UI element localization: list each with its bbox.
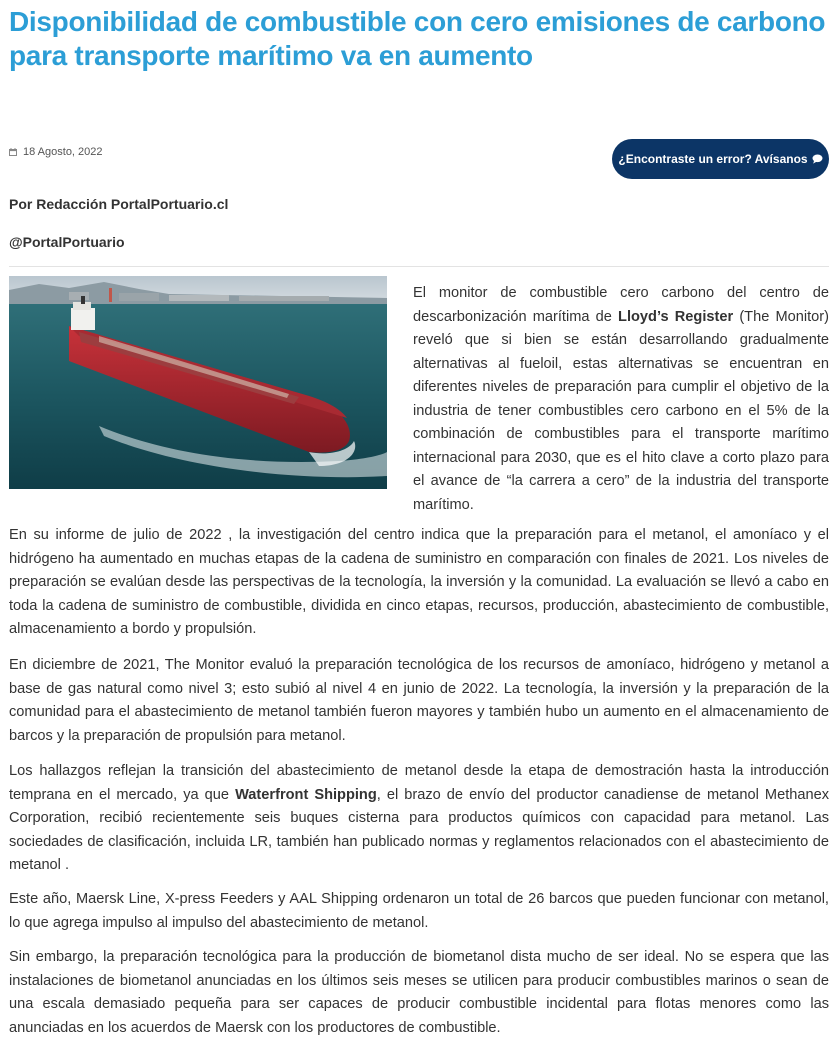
- byline: Por Redacción PortalPortuario.cl: [9, 196, 229, 212]
- twitter-handle[interactable]: @PortalPortuario: [9, 234, 125, 250]
- divider: [9, 266, 829, 267]
- paragraph-4: [9, 760, 829, 878]
- report-error-button[interactable]: [612, 139, 829, 179]
- paragraph-3: En diciembre de 2021, The Monitor evaluó la preparación tecnológica de los recursos de amoníaco, hidrógeno y metanol a base de gas natural como nivel 3; esto subió al nivel 4 en junio de 2022. La tecnología, la inversión y la preparación de la comunidad para el abastecimiento de metanol también fueron mayores y también hubo un aumento en el almacenamiento de barcos y la preparación de propulsión para metanol.: [9, 657, 829, 744]
- paragraph-1-text-a: El monitor de combustible cero carbono del centro de descarbonización marítima de: [413, 285, 829, 325]
- paragraph-5: Este año, Maersk Line, X-press Feeders y AAL Shipping ordenaron un total de 26 barcos que pueden funcionar con metanol, lo que agrega impulso al impulso del abastecimiento de metanol.: [9, 891, 829, 931]
- paragraph-1-text-c: (The Monitor) reveló que si bien se están desarrollando gradualmente alternativas al fueloil, estas alternativas se encuentran en diferentes niveles de preparación para cumplir el objetivo de la industria de tener combustibles cero carbono en el 5% de la combinación de combustibles para el transporte marítimo internacional para 2030, que es el hito clave a corto plazo para el avance de “la carrera a cero” de la industria del transporte marítimo.: [413, 308, 830, 513]
- date-text: 18 Agosto, 2022: [23, 146, 103, 158]
- chat-bubble-icon: [812, 154, 823, 164]
- article-date: [9, 146, 103, 158]
- report-error-label: ¿Encontraste un error? Avísanos: [618, 152, 808, 166]
- lloyds-register-link[interactable]: Lloyd’s Register: [618, 308, 734, 325]
- paragraph-6: Sin embargo, la preparación tecnológica para la producción de biometanol dista mucho de ser ideal. No se espera que las instalaciones de biometanol anunciadas en los últimos seis meses se utilicen para producir combustibles marinos o sean de una escala demasiado pequeña para ser capaces de producir combustible incidental para flotas menores como las anunciadas en los acuerdos de Maersk con los productores de combustible.: [9, 949, 829, 1036]
- paragraph-4-text-a: Los hallazgos reflejan la transición del abastecimiento de metanol desde la etapa de demostración hasta la introducción temprana en el mercado, ya que: [9, 763, 829, 803]
- article-image: [9, 276, 387, 489]
- paragraph-2: En su informe de julio de 2022 , la investigación del centro indica que la preparación para el metanol, el amoníaco y el hidrógeno ha aumentado en muchas etapas de la cadena de suministro en comparación con finales de 2021. Los niveles de preparación se evalúan desde las perspectivas de la tecnología, la inversión y la comunidad. La evaluación se llevó a cabo en toda la cadena de suministro de combustible, dividida en cinco etapas, recursos, producción, abastecimiento de combustible, almacenamiento a bordo y propulsión.: [9, 527, 829, 637]
- article-title: Disponibilidad de combustible con cero emisiones de carbono para transporte marítimo va en aumento: [9, 6, 826, 71]
- paragraph-1: [413, 282, 829, 517]
- waterfront-shipping-link[interactable]: Waterfront Shipping: [235, 786, 377, 803]
- calendar-icon: [9, 148, 17, 156]
- paragraph-4-text-c: , el brazo de envío del productor canadiense de metanol Methanex Corporation, recibió recientemente seis buques cisterna para productos químicos con capacidad para metanol. Las sociedades de clasificación, incluida LR, también han publicado normas y reglamentos relacionados con el abastecimiento de metanol .: [9, 786, 830, 873]
